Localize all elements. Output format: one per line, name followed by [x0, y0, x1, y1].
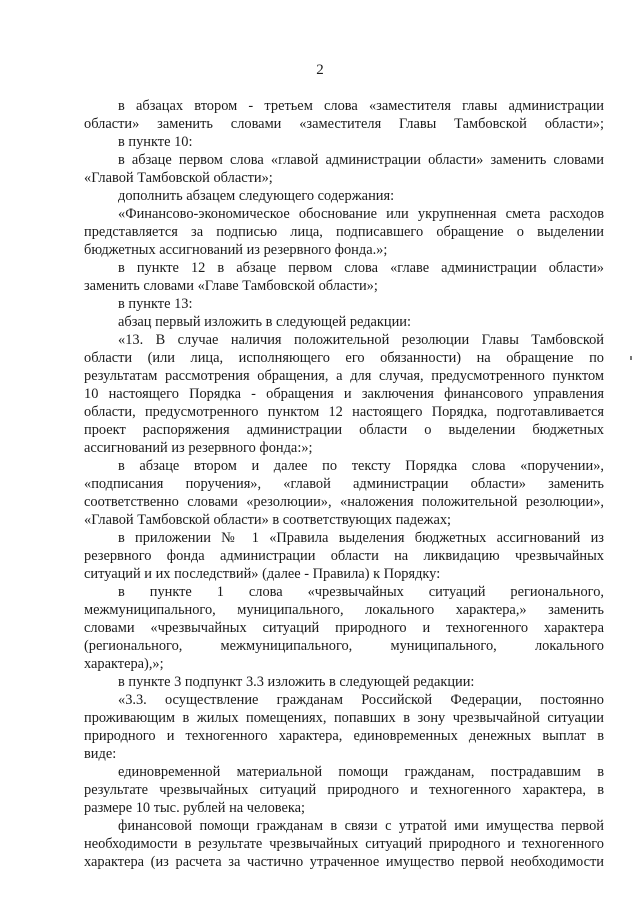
text-line: виде: — [84, 746, 117, 762]
text-line: заменить словами «Главе Тамбовской области»; — [84, 278, 378, 294]
text-line: в абзацах втором - третьем слова «заместителя главы администрации — [118, 98, 604, 114]
text-line: (регионального, межмуниципального, муниципального, локального — [84, 638, 604, 654]
text-line: размере 10 тыс. рублей на человека; — [84, 800, 306, 816]
text-line: в абзаце первом слова «главой администрации области» заменить словами — [118, 152, 604, 168]
text-line: «3.3. осуществление гражданам Российской Федерации, постоянно — [118, 692, 604, 708]
text-line: в абзаце втором и далее по тексту Порядка слова «поручении», — [118, 458, 604, 474]
text-line: «13. В случае наличия положительной резолюции Главы Тамбовской — [118, 332, 604, 348]
text-line: в пункте 10: — [118, 134, 193, 150]
text-line: бюджетных ассигнований из резервного фонда.»; — [84, 242, 388, 258]
text-line: ситуаций и их последствий» (далее - Правила) к Порядку: — [84, 566, 441, 582]
text-line: представляется за подписью лица, подписавшего обращение о выделении — [84, 224, 604, 240]
text-line: ассигнований из резервного фонда:»; — [84, 440, 313, 456]
text-line: «Главой Тамбовской области» в соответствующих падежах; — [84, 512, 452, 528]
text-line: характера),»; — [84, 656, 164, 672]
text-line: в пункте 3 подпункт 3.3 изложить в следующей редакции: — [118, 674, 475, 690]
page-number: 2 — [316, 62, 324, 78]
text-line: финансовой помощи гражданам в связи с утратой ими имущества первой — [118, 818, 604, 834]
text-line: проект распоряжения администрации области о выделении бюджетных — [84, 422, 604, 438]
text-line: межмуниципального, муниципального, локального характера,» заменить — [84, 602, 604, 618]
text-line: результатам рассмотрения обращения, а для случая, предусмотренного пунктом — [84, 368, 604, 384]
text-line: «Главой Тамбовской области»; — [84, 170, 273, 186]
text-line: абзац первый изложить в следующей редакции: — [118, 314, 412, 330]
text-line: соответственно словами «резолюции», «наложения положительной резолюции», — [84, 494, 604, 510]
text-line: в пункте 12 в абзаце первом слова «главе администрации области» — [118, 260, 604, 276]
text-line: 10 настоящего Порядка - обращения и заключения финансового управления — [84, 386, 604, 402]
text-line: единовременной материальной помощи гражданам, пострадавшим в — [118, 764, 604, 780]
text-line: «подписания поручения», «главой администрации области» заменить — [84, 476, 604, 492]
text-line: области» заменить словами «заместителя Главы Тамбовской области»; — [84, 116, 604, 132]
text-line: «Финансово-экономическое обоснование или укрупненная смета расходов — [118, 206, 604, 222]
text-line: области, предусмотренного пунктом 12 настоящего Порядка, подготавливается — [84, 404, 604, 420]
text-line: характера (из расчета за частично утраченное имущество первой необходимости — [84, 854, 604, 870]
text-line: словами «чрезвычайных ситуаций природного и техногенного характера — [84, 620, 604, 636]
text-line: в пункте 13: — [118, 296, 193, 312]
text-line: природного и техногенного характера, единовременных денежных выплат в — [84, 728, 604, 744]
text-line: в пункте 1 слова «чрезвычайных ситуаций регионального, — [118, 584, 604, 600]
text-line: необходимости в результате чрезвычайных ситуаций природного и техногенного — [84, 836, 604, 852]
scan-speck — [630, 356, 632, 360]
text-line: дополнить абзацем следующего содержания: — [118, 188, 395, 204]
text-line: проживающим в жилых помещениях, попавших в зону чрезвычайной ситуации — [84, 710, 604, 726]
text-line: области (или лица, исполняющего его обязанности) на обращение по — [84, 350, 604, 366]
text-line: результате чрезвычайных ситуаций природного и техногенного характера, в — [84, 782, 604, 798]
text-line: в приложении № 1 «Правила выделения бюджетных ассигнований из — [118, 530, 604, 546]
text-line: резервного фонда администрации области на ликвидацию чрезвычайных — [84, 548, 604, 564]
